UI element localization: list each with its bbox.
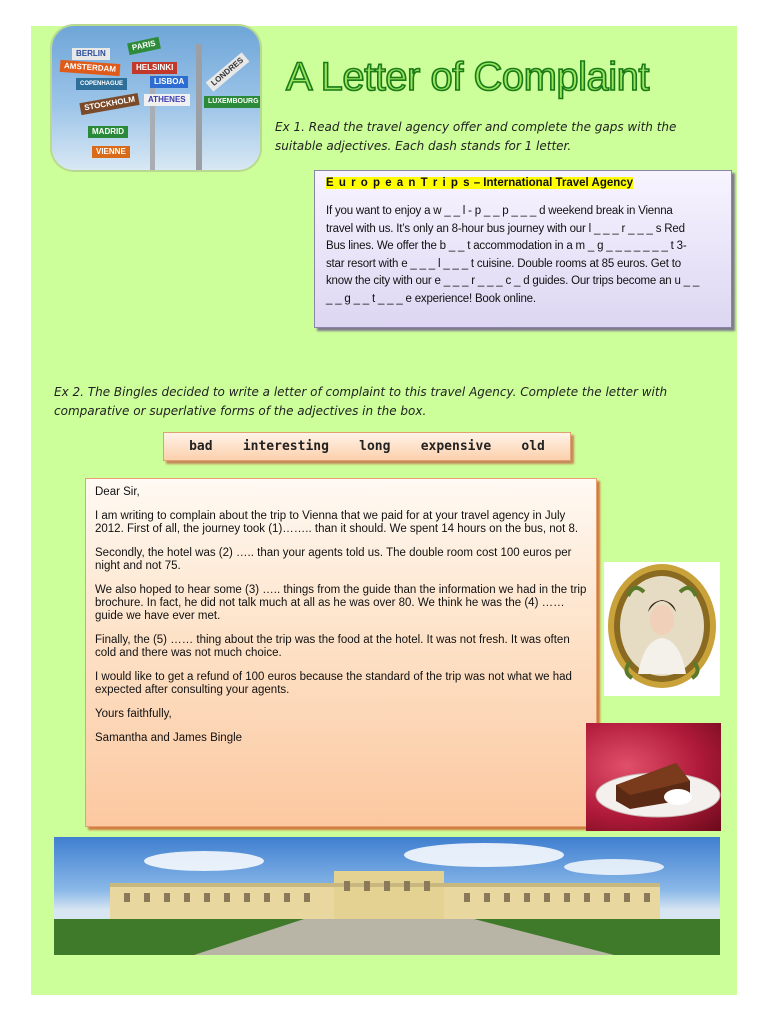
offer-line: travel with us. It’s only an 8-hour bus journey with our l _ _ _ r _ _ _ s Red	[326, 222, 685, 235]
sign-berlin: BERLIN	[72, 48, 110, 60]
letter-paragraph-4: Finally, the (5) …… thing about the trip was the food at the hotel. It was not fresh. It was often cold and there was not much choice.	[95, 634, 570, 659]
word-expensive: expensive	[420, 439, 492, 454]
letter-paragraph-2: Secondly, the hotel was (2) ….. than your agents told us. The double room cost 100 euros per night and not 75.	[95, 547, 572, 572]
offer-heading-rest: – International Travel Agency	[473, 177, 634, 189]
offer-heading	[326, 177, 721, 189]
sign-lisboa: LISBOA	[150, 76, 188, 88]
exercise-1-instruction: Ex 1. Read the travel agency offer and complete the gaps with the suitable adjectives. Each dash stands for 1 letter.	[275, 120, 677, 153]
sign-copenhague: COPENHAGUE	[76, 78, 127, 90]
offer-text	[326, 203, 721, 309]
word-interesting: interesting	[242, 439, 329, 454]
offer-line: _ _ g _ _ t _ _ _ e experience! Book online.	[326, 292, 536, 305]
offer-line: star resort with e _ _ _ l _ _ _ t cuisine. Double rooms at 85 euros. Get to	[326, 257, 681, 270]
letter-signature: Samantha and James Bingle	[95, 732, 243, 744]
letter-greeting: Dear Sir,	[95, 486, 140, 498]
sign-madrid: MADRID	[88, 126, 128, 138]
sign-stockholm: STOCKHOLM	[79, 93, 140, 115]
sign-paris: PARIS	[127, 37, 161, 55]
word-bad: bad	[189, 439, 213, 454]
offer-line: If you want to enjoy a w _ _ l - p _ _ p _ _ _ d weekend break in Vienna	[326, 205, 673, 217]
letter-paragraph-1: I am writing to complain about the trip to Vienna that we paid for at your travel agency in July 2012. First of all, the journey took (1)…….. than it should. We spent 14 hours on the bus, not 8.	[95, 510, 579, 535]
sachertorte-photo	[586, 723, 721, 831]
signpost-photo	[52, 26, 260, 170]
offer-line: know the city with our e _ _ _ r _ _ _ c _ d guides. Our trips become an u _ _	[326, 275, 700, 288]
page-title: A Letter of Complaint	[286, 55, 650, 99]
travel-agency-offer	[314, 170, 732, 328]
word-old: old	[521, 439, 545, 454]
schonbrunn-palace-photo	[54, 837, 720, 955]
sign-vienne: VIENNE	[92, 146, 130, 158]
sign-athenes: ATHENES	[144, 94, 190, 106]
letter-closing: Yours faithfully,	[95, 708, 172, 720]
sign-amsterdam: AMSTERDAM	[60, 60, 121, 76]
letter-paragraph-5: I would like to get a refund of 100 euros because the standard of the trip was not what we had expected after consulting your agents.	[95, 671, 572, 696]
empress-portrait-image	[604, 562, 720, 696]
word-long: long	[359, 439, 391, 454]
offer-line: Bus lines. We offer the b _ _ t accommodation in a m _ g _ _ _ _ _ _ _ t 3-	[326, 240, 687, 253]
complaint-letter	[85, 478, 597, 827]
sign-helsinki: HELSINKI	[132, 62, 177, 74]
letter-paragraph-3: We also hoped to hear some (3) ….. things from the guide than the information we had in the trip brochure. In fact, he did not talk much at all as he was over 80. We think he was the (4) …… guide we have ever met.	[95, 584, 587, 622]
sign-luxembourg: LUXEMBOURG	[204, 96, 260, 108]
exercise-2-instruction: Ex 2. The Bingles decided to write a letter of complaint to this travel Agency. Complete the letter with comparative or superlative forms of the adjectives in the box.	[54, 385, 668, 418]
sign-londres: LONDRES	[206, 52, 250, 91]
adjective-word-box	[163, 432, 571, 461]
offer-brand: E u r o p e a n T r i p s	[326, 177, 471, 189]
